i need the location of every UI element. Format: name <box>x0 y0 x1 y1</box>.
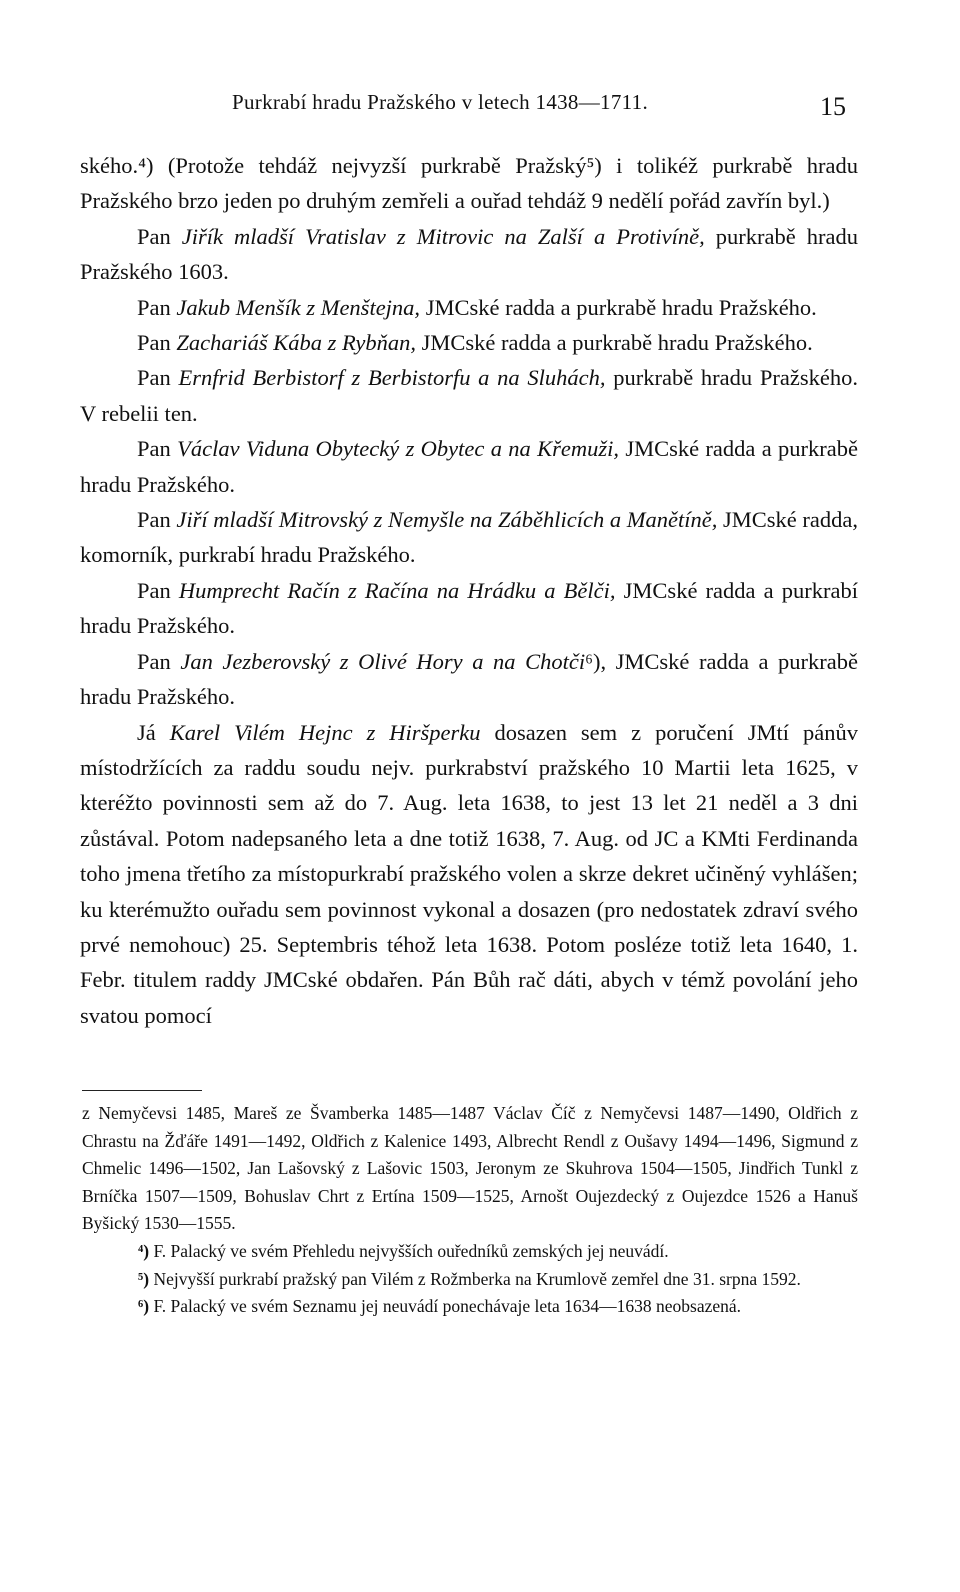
footnote-divider <box>82 1090 202 1091</box>
footnotes <box>82 1100 858 1321</box>
description: JMCské radda, komorník, purkrabí hradu Pražského. <box>80 507 859 568</box>
paragraph-viduna <box>80 431 858 502</box>
paragraph-berbistorf <box>80 360 858 431</box>
prefix: Pan <box>137 436 178 462</box>
footnote-continuation: z Nemyčevsi 1485, Mareš ze Švamberka 1485—1487 Václav Číč z Nemyčevsi 1487—1490, Oldřich z Chrastu na Žďáře 1491—1492, Oldřich z Kalenice 1493, Albrecht Rendl z Oušavy 1494—1496, Sigmund z Chmelic 1496—1502, Jan Lašovský z Lašovic 1503, Jeronym ze Skuhrova 1504—1505, Jindřich Tunkl z Brníčka 1507—1509, Bohuslav Chrt z Ertína 1509—1525, Arnošt Oujezdecký z Oujezdce 1526 a Hanuš Byšický 1530—1555. <box>82 1103 858 1234</box>
footnote-6 <box>82 1293 858 1321</box>
paragraph-mitrovsky <box>80 502 858 573</box>
person-name: Humprecht Račín z Račína na Hrádku a Bělči, <box>178 577 616 603</box>
description: JMCské radda a purkrabě hradu Pražského. <box>415 330 813 356</box>
running-title: Purkrabí hradu Pražského v letech 1438—1711. <box>232 90 648 114</box>
person-name: Karel Vilém Hejnc z Hiršperku <box>169 719 481 745</box>
prefix: Pan <box>137 507 177 533</box>
footnote-marker: ⁶) <box>138 1296 150 1317</box>
prefix: Pan <box>137 330 177 356</box>
person-name: Jan Jezberovský z Olivé Hory a na Chotči <box>180 648 586 674</box>
footnote-4 <box>82 1238 858 1266</box>
description: dosazen sem z poručení JMtí pánův místodržících za raddu soudu nejv. purkrabství pražského 10 Martii leta 1625, v kteréžto povinnosti sem až do 7. Aug. leta 1638, to jest 13 let 21 neděl a 3 dni zůstával. Potom nadepsaného leta a dne totiž 1638, 7. Aug. od JC a KMti Ferdinanda toho jmena třetího za místopurkrabí pražského volen a skrze dekret učiněný vyhlášen; ku kterémužto ouřadu sem povinnost vykonal a dosazen (pro nedostatek zdraví svého prvé nemohouc) 25. Septembris téhož leta 1638. Potom posléze totiž leta 1640, 1. Febr. titulem raddy JMCské obdařen. Pán Bůh rač dáti, abych v témž povolání jeho svatou pomocí <box>80 719 858 1028</box>
paragraph-vratislav <box>80 219 858 290</box>
person-name: Jiřík mladší Vratislav z Mitrovic na Zalší a Protivíně, <box>181 223 705 249</box>
footnote-text: F. Palacký ve svém Seznamu jej neuvádí ponechávaje leta 1634—1638 neobsazená. <box>149 1296 742 1317</box>
footnote-text: Nejvyšší purkrabí pražský pan Vilém z Rožmberka na Krumlově zemřel dne 31. srpna 1592. <box>149 1268 801 1289</box>
person-name: Jakub Menšík z Menštejna, <box>176 294 421 320</box>
page-number: 15 <box>820 92 846 121</box>
description: JMCské radda a purkrabě hradu Pražského. <box>420 294 817 320</box>
person-name: Václav Viduna Obytecký z Obytec a na Křemuži, <box>177 436 619 462</box>
footnote-5 <box>82 1266 858 1294</box>
description: purkrabě hradu Pražského. V rebelii ten. <box>80 365 858 426</box>
paragraph-jezberovsky <box>80 644 858 715</box>
prefix: Pan <box>137 648 181 674</box>
paragraph-kaba <box>80 325 858 360</box>
prefix: Pan <box>137 294 177 320</box>
prefix: Pan <box>137 365 179 391</box>
prefix: Já <box>137 719 170 745</box>
person-name: Zachariáš Kába z Rybňan, <box>176 330 416 356</box>
prefix: Pan <box>137 577 179 603</box>
description: JMCské radda a purkrabě hradu Pražského. <box>80 436 859 497</box>
description: JMCské radda a purkrabí hradu Pražského. <box>80 577 859 639</box>
person-name: Ernfrid Berbistorf z Berbistorfu a na Sluhách, <box>178 365 606 391</box>
person-name: Jiří mladší Mitrovský z Nemyšle na Záběhlicích a Manětíně, <box>176 507 718 533</box>
footnote-marker: ⁵) <box>138 1268 150 1289</box>
paragraph-hejnc <box>80 715 858 1034</box>
description: purkrabě hradu Pražského 1603. <box>80 223 858 285</box>
paragraph-continuation: ského.⁴) (Protože tehdáž nejvyzší purkrabě Pražský⁵) i tolikéž purkrabě hradu Pražského brzo jeden po druhým zemřeli a ouřad tehdáž 9 nedělí pořád zavřín byl.) <box>80 153 858 214</box>
paragraph-racin <box>80 573 858 644</box>
prefix: Pan <box>137 223 182 249</box>
description: ⁶), JMCské radda a purkrabě hradu Pražského. <box>80 648 859 710</box>
paragraph-mensik <box>80 290 858 325</box>
footnote-marker: ⁴) <box>138 1240 150 1261</box>
main-text <box>80 148 858 1033</box>
footnote-text: F. Palacký ve svém Přehledu nejvyšších ouředníků zemských jej neuvádí. <box>149 1240 669 1261</box>
